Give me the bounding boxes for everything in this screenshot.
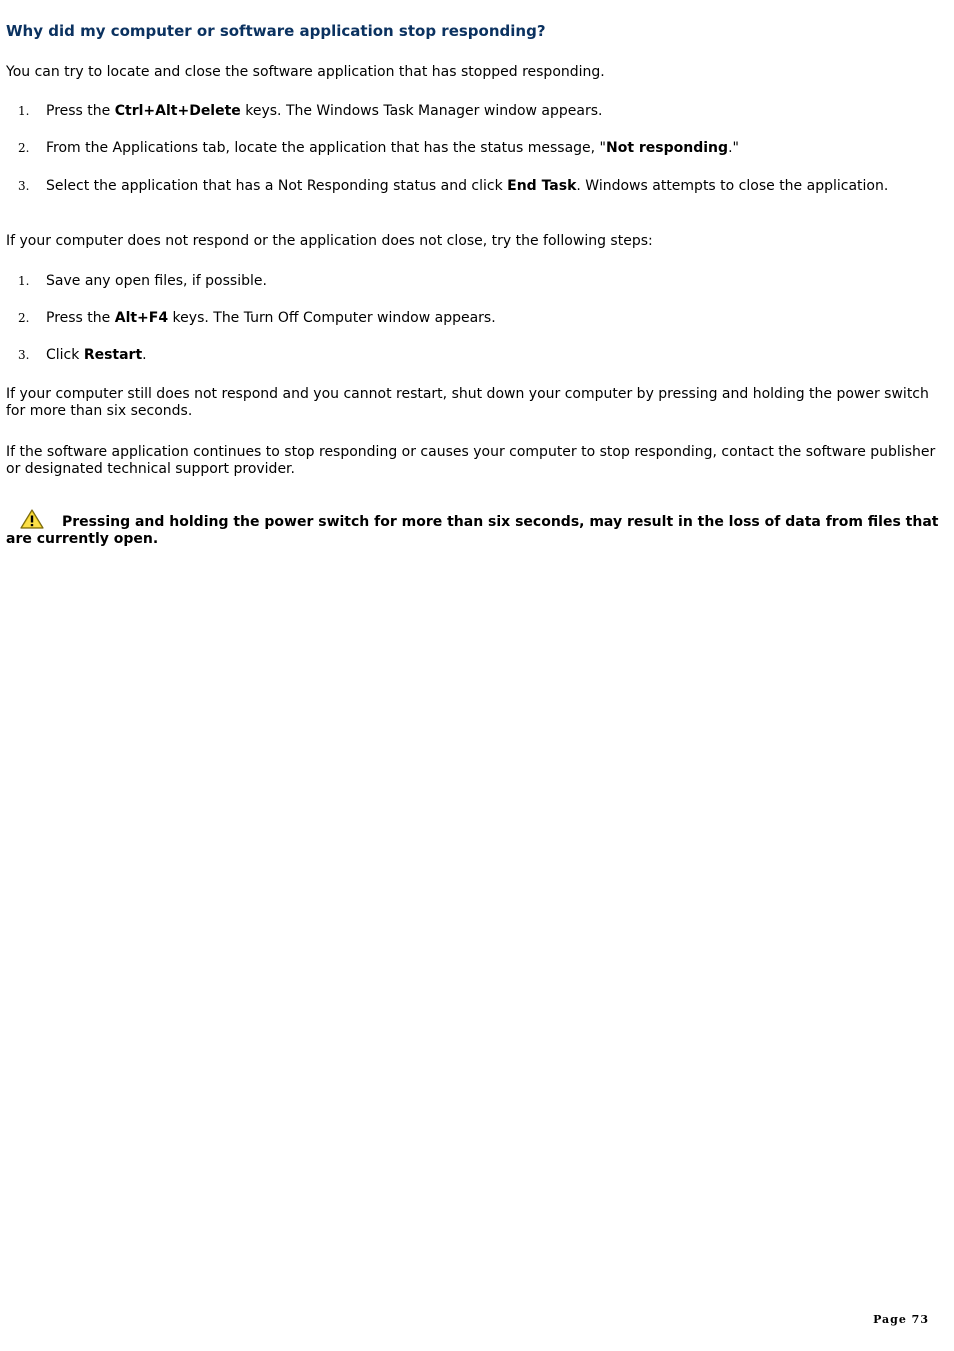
- list-item-number: 1.: [18, 104, 30, 118]
- page-title: Why did my computer or software application stop responding?: [6, 22, 546, 40]
- text-segment: Press the: [46, 310, 115, 326]
- list-item-text: [46, 139, 926, 157]
- bold-button-name: Restart: [83, 347, 143, 363]
- list-item-text: [46, 309, 926, 327]
- text-segment: Select the application that has a Not Responding status and click: [46, 178, 508, 194]
- text-segment: .: [142, 347, 147, 363]
- bold-keys: Alt+F4: [114, 310, 169, 326]
- list-item-number: 1.: [18, 274, 30, 288]
- text-segment: . Windows attempts to close the application.: [576, 178, 889, 194]
- text-segment: .": [728, 140, 739, 156]
- text-segment: keys. The Windows Task Manager window appears.: [240, 103, 603, 119]
- list-item-number: 2.: [18, 141, 30, 155]
- bold-keys: Ctrl+Alt+Delete: [114, 103, 241, 119]
- bold-button-name: End Task: [507, 178, 577, 194]
- intro-paragraph: You can try to locate and close the software application that has stopped responding.: [6, 64, 605, 80]
- text-segment: Click: [46, 347, 84, 363]
- list-item-text: [46, 272, 926, 290]
- warning-text: Pressing and holding the power switch for more than six seconds, may result in the loss of data from files that are currently open.: [6, 514, 939, 547]
- text-segment: Save any open files, if possible.: [46, 273, 267, 289]
- warning-note: [6, 509, 946, 548]
- text-segment: From the Applications tab, locate the application that has the status message, ": [46, 140, 606, 156]
- middle-paragraph: If your computer does not respond or the application does not close, try the following steps:: [6, 233, 653, 249]
- bold-status: Not responding: [606, 140, 729, 156]
- contact-paragraph: If the software application continues to stop responding or causes your computer to stop responding, contact the software publisher or designated technical support provider.: [6, 444, 936, 477]
- page-number: Page 73: [873, 1313, 929, 1326]
- list-item-text: [46, 102, 926, 120]
- text-segment: Press the: [46, 103, 115, 119]
- list-item-text: [46, 177, 926, 195]
- list-item-number: 3.: [18, 179, 30, 193]
- list-item-number: 2.: [18, 311, 30, 325]
- text-segment: keys. The Turn Off Computer window appears.: [168, 310, 496, 326]
- shutdown-paragraph: If your computer still does not respond and you cannot restart, shut down your computer by pressing and holding the power switch for more than six seconds.: [6, 386, 929, 419]
- warning-icon: [20, 509, 44, 529]
- list-item-number: 3.: [18, 348, 30, 362]
- list-item-text: [46, 346, 926, 364]
